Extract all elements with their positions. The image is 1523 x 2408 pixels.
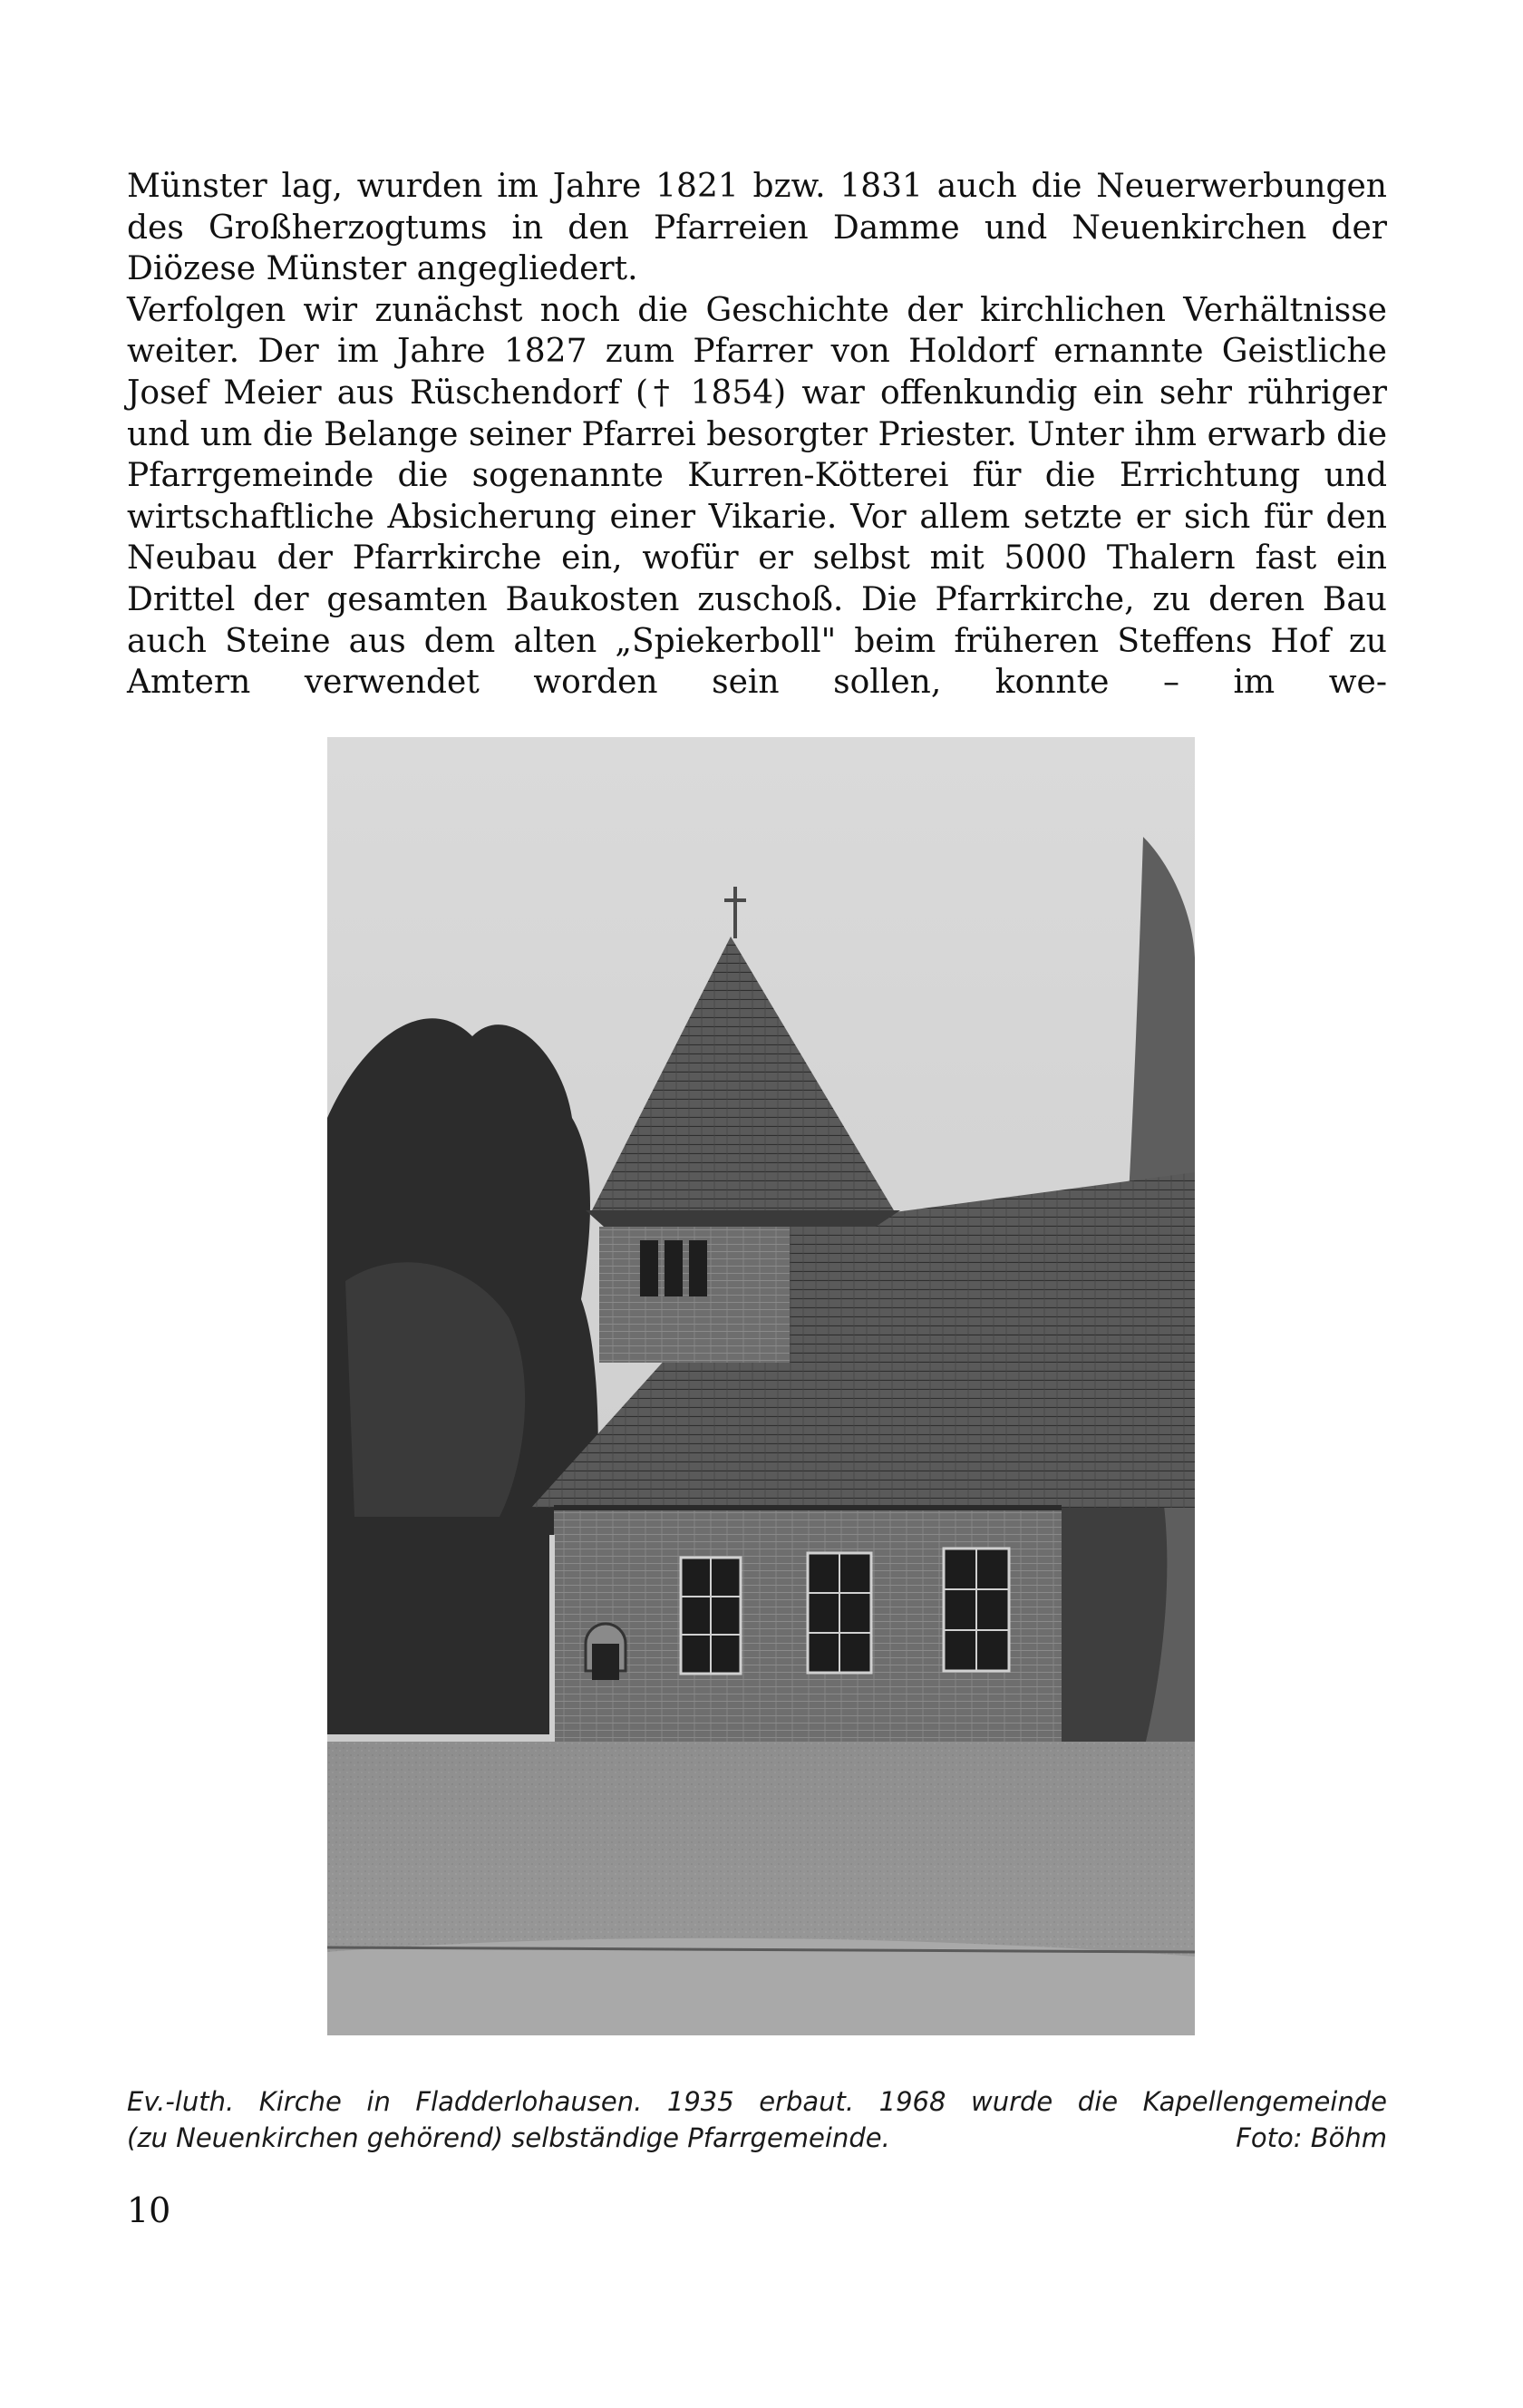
down-pipe — [549, 1535, 555, 1757]
tower-eave — [586, 1210, 900, 1227]
paragraph-1: Münster lag, wurden im Jahre 1821 bzw. 1831 auch die Neuerwerbungen des Großherzogtums in den Pfarreien Damme und Neuenkirchen der Diözese Münster angegliedert. — [127, 168, 1387, 288]
page-number: 10 — [127, 2190, 171, 2230]
nave-window-3 — [944, 1549, 1009, 1671]
church-photo — [327, 737, 1195, 2035]
caption-line-2: (zu Neuenkirchen gehörend) selbständige Pfarrgemeinde. — [127, 2122, 890, 2153]
tower-louvre-2 — [664, 1240, 683, 1296]
nave-window-1 — [681, 1558, 741, 1674]
church-photo-drawing — [327, 737, 1195, 2035]
body-text — [127, 166, 1387, 704]
photo-credit: Foto: Böhm — [1236, 2122, 1387, 2153]
path — [327, 1938, 1195, 2035]
nave-window-2 — [808, 1553, 871, 1673]
paragraph-2: Verfolgen wir zunächst noch die Geschichte der kirchlichen Verhältnisse weiter. Der im Jahre 1827 zum Pfarrer von Holdorf ernannte Geistliche Josef Meier aus Rüschendorf († 1854) war offenkundig ein sehr rühriger und um die Belange seiner Pfarrei besorgter Priester. Unter ihm erwarb die Pfarrgemeinde die sogenannte Kurren-Kötterei für die Errichtung und wirtschaftliche Absicherung einer Vikarie. Vor allem setzte er sich für den Neubau der Pfarrkirche ein, wofür er selbst mit 5000 Thalern fast ein Drittel der gesamten Baukosten zuschoß. Die Pfarrkirche, zu deren Bau auch Steine aus dem alten „Spiekerboll" beim früheren Steffens Hof zu Amtern verwendet worden sein sollen, konnte – im we- — [127, 291, 1387, 702]
caption-line-1: Ev.-luth. Kirche in Fladderlohausen. 1935 erbaut. 1968 wurde die Kapellengemeinde — [127, 2086, 1387, 2117]
figure-caption — [127, 2083, 1387, 2156]
tower-louvre-3 — [689, 1240, 707, 1296]
tower-louvre-1 — [640, 1240, 658, 1296]
caption-line-2-row — [127, 2120, 1387, 2156]
